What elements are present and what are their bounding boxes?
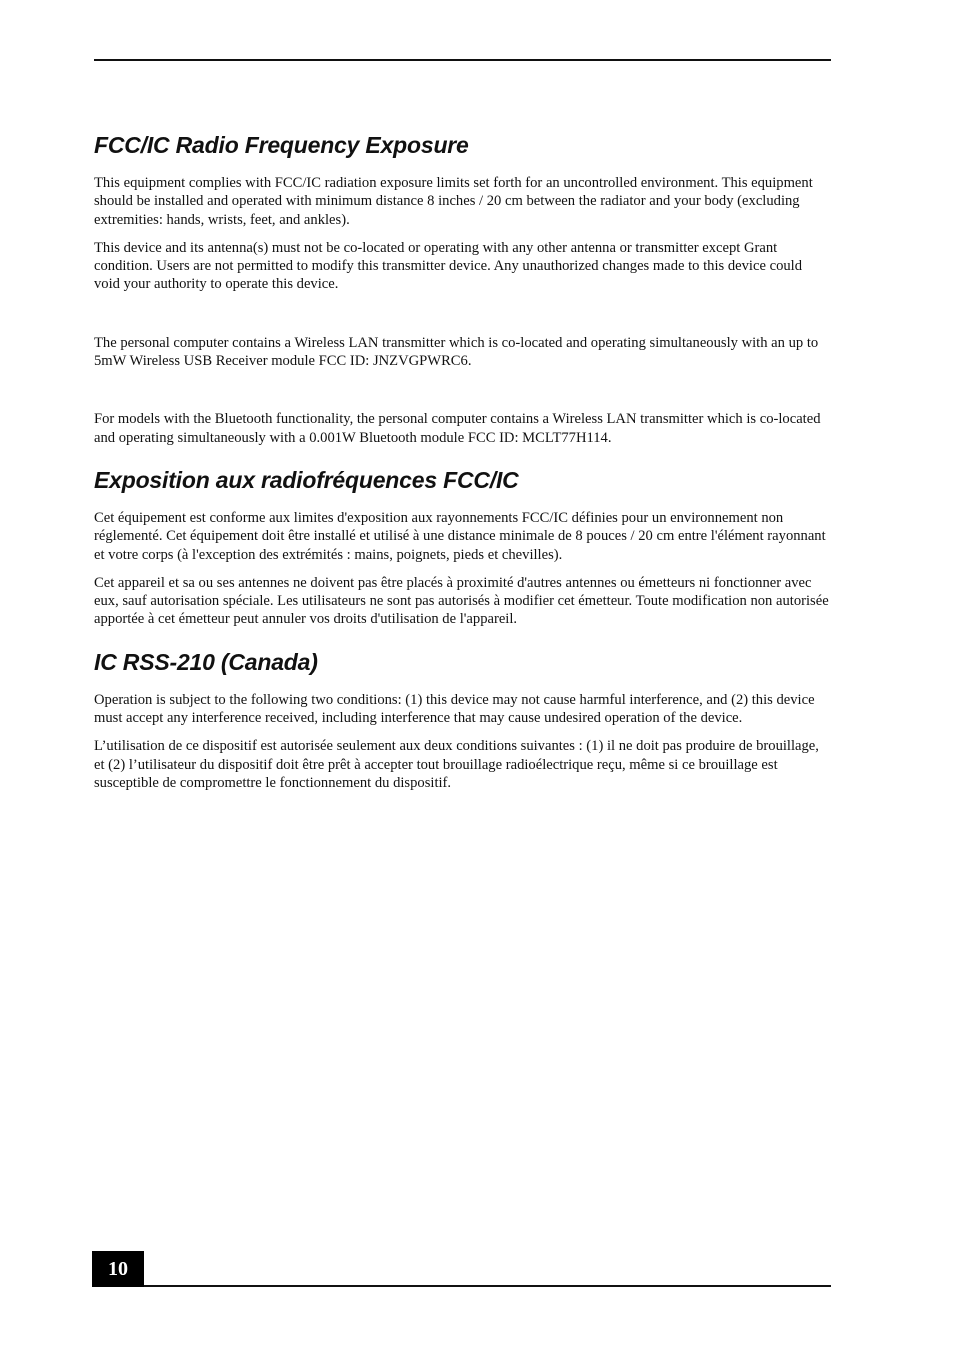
section-heading: FCC/IC Radio Frequency Exposure — [94, 132, 469, 158]
paragraph: For models with the Bluetooth functionality, the personal computer contains a Wireless LAN transmitter which is co-located and operating simultaneously with a 0.001W Bluetooth module FCC ID: MCLT77H114. — [94, 411, 821, 446]
section-fcc-ic-rf-exposure — [94, 130, 830, 447]
section-heading: IC RSS-210 (Canada) — [94, 648, 318, 675]
document-body — [94, 130, 830, 810]
paragraph: This equipment complies with FCC/IC radiation exposure limits set forth for an uncontrolled environment. This equipment should be installed and operated with minimum distance 8 inches / 20 cm between the radiator and your body (excluding extremities: hands, wrists, feet, and ankles). — [94, 175, 813, 228]
section-exposition-radiofrequences — [94, 465, 830, 629]
page-number: 10 — [92, 1251, 144, 1287]
section-heading: Exposition aux radiofréquences FCC/IC — [94, 466, 519, 493]
header-rule — [94, 59, 831, 61]
section-ic-rss-210 — [94, 647, 830, 792]
footer-rule — [92, 1285, 831, 1287]
paragraph: Cet appareil et sa ou ses antennes ne doivent pas être placés à proximité d'autres antennes ou émetteurs ni fonctionner avec eux, sauf autorisation spéciale. Les utilisateurs ne sont pas autorisés à modifier cet émetteur. Toute modification non autorisée apportée à cet émetteur peut annuler vos droits d'utilisation de l'appareil. — [94, 574, 829, 628]
paragraph: This device and its antenna(s) must not be co-located or operating with any other antenna or transmitter except Grant condition. Users are not permitted to modify this transmitter device. Any unauthorized changes made to this device could void your authority to operate this device. — [94, 239, 803, 293]
paragraph: L’utilisation de ce dispositif est autorisée seulement aux deux conditions suivantes : (1) il ne doit pas produire de brouillage, et (2) l’utilisateur du dispositif doit être prêt à accepter tout brouillage radioélectrique reçu, même si ce brouillage est susceptible de compromettre le fonctionnement du dispositif. — [94, 738, 819, 791]
paragraph: The personal computer contains a Wireless LAN transmitter which is co-located and operating simultaneously with an up to 5mW Wireless USB Receiver module FCC ID: JNZVGPWRC6. — [94, 334, 819, 370]
paragraph: Cet équipement est conforme aux limites d'exposition aux rayonnements FCC/IC définies pour un environnement non réglementé. Cet équipement doit être installé et utilisé à une distance minimale de 8 pouces / 20 cm entre l'élément rayonnant et votre corps (à l'exception des extrémités : mains, poignets, pieds et chevilles). — [94, 509, 826, 563]
paragraph: Operation is subject to the following two conditions: (1) this device may not cause harmful interference, and (2) this device must accept any interference received, including interference that may cause undesired operation of the device. — [94, 691, 815, 727]
